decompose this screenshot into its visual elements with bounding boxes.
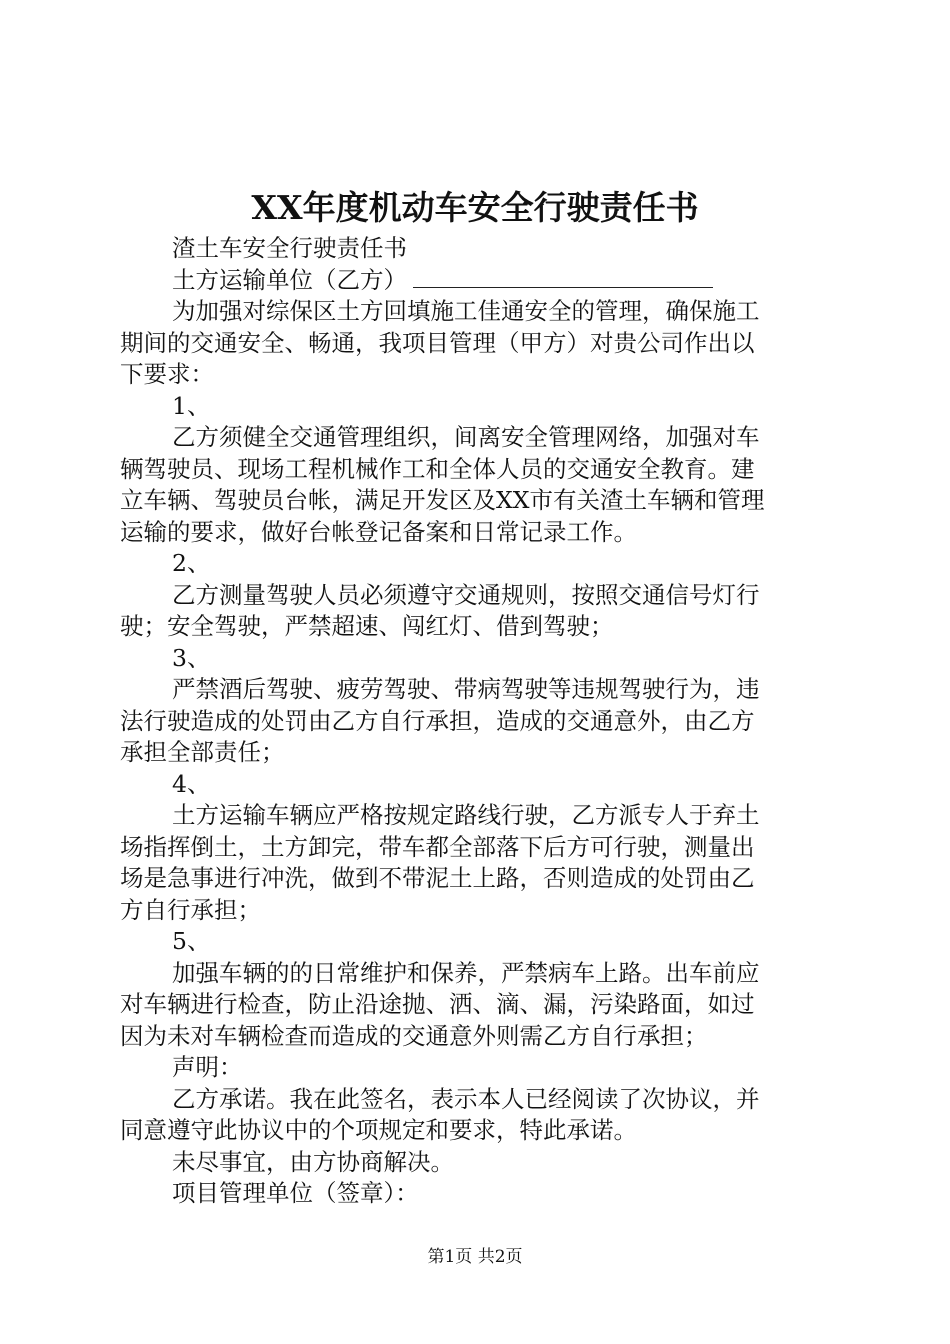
paragraph-line: 承担全部责任； <box>120 738 285 766</box>
paragraph-line: 立车辆、驾驶员台帐，满足开发区及XX市有关渣土车辆和管理 <box>120 486 765 514</box>
paragraph-line: 严禁酒后驾驶、疲劳驾驶、带病驾驶等违规驾驶行为，违 <box>172 675 760 703</box>
signature-line: 项目管理单位（签章）： <box>172 1179 419 1207</box>
transport-unit-line <box>120 265 835 297</box>
paragraph-line: 乙方测量驾驶人员必须遵守交通规则，按照交通信号灯行 <box>172 580 760 609</box>
paragraph-line: 土方运输车辆应严格按规定路线行驶，乙方派专人于弃土 <box>172 801 760 829</box>
transport-unit-label: 土方运输单位（乙方） <box>172 265 407 294</box>
item-number: 1、 <box>172 391 211 420</box>
paragraph-line: 对车辆进行检查，防止沿途抛、洒、滴、漏，污染路面，如过 <box>120 990 755 1018</box>
paragraph-line: 场是急事进行冲洗，做到不带泥土上路，否则造成的处罚由乙 <box>120 864 755 892</box>
paragraph-line: 场指挥倒土，土方卸完，带车都全部落下后方可行驶，测量出 <box>120 832 755 861</box>
paragraph-line: 下要求： <box>120 360 214 388</box>
paragraph-line: 同意遵守此协议中的个项规定和要求，特此承诺。 <box>120 1116 637 1144</box>
item-number: 3、 <box>172 643 211 672</box>
subtitle-line: 渣土车安全行驶责任书 <box>172 234 407 262</box>
paragraph-line: 驶；安全驾驶，严禁超速、闯红灯、借到驾驶； <box>120 612 614 640</box>
paragraph-line: 法行驶造成的处罚由乙方自行承担，造成的交通意外，由乙方 <box>120 706 755 735</box>
document-body <box>120 233 835 1210</box>
paragraph-line: 因为未对车辆检查而造成的交通意外则需乙方自行承担； <box>120 1021 708 1050</box>
paragraph-line: 加强车辆的的日常维护和保养，严禁病车上路。出车前应 <box>172 958 760 987</box>
paragraph-line: 期间的交通安全、畅通，我项目管理（甲方）对贵公司作出以 <box>120 328 755 357</box>
declaration-heading: 声明： <box>172 1053 243 1081</box>
paragraph-line: 方自行承担； <box>120 895 261 924</box>
paragraph-line: 运输的要求，做好台帐登记备案和日常记录工作。 <box>120 517 637 546</box>
document-title: XX年度机动车安全行驶责任书 <box>251 188 699 227</box>
item-number: 5、 <box>172 927 211 955</box>
paragraph-line: 乙方承诺。我在此签名，表示本人已经阅读了次协议，并 <box>172 1084 760 1113</box>
item-number: 2、 <box>172 549 211 577</box>
paragraph-line: 辆驾驶员、现场工程机械作工和全体人员的交通安全教育。建 <box>120 454 755 483</box>
item-number: 4、 <box>172 769 211 798</box>
paragraph-line: 未尽事宜，由方协商解决。 <box>172 1147 454 1176</box>
paragraph-line: 为加强对综保区土方回填施工佳通安全的管理，确保施工 <box>172 297 760 325</box>
page-footer: 第1页 共2页 <box>427 1247 523 1267</box>
paragraph-line: 乙方须健全交通管理组织，间离安全管理网络，加强对车 <box>172 423 760 451</box>
transport-unit-blank <box>413 267 713 288</box>
